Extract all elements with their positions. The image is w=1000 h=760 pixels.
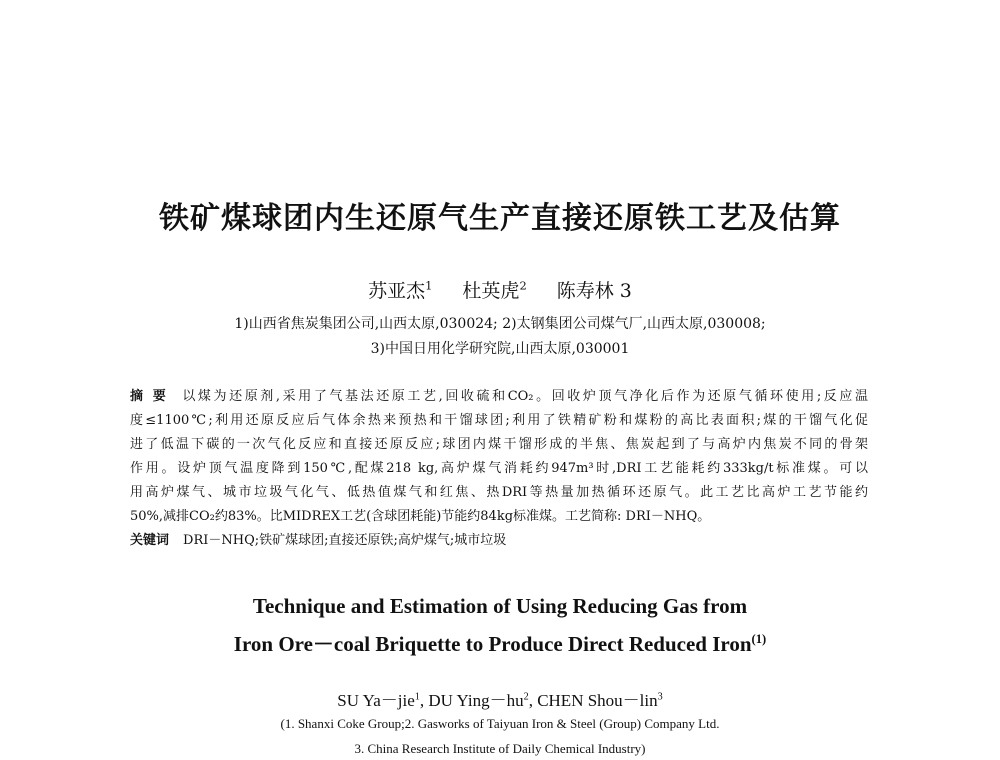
author-sup: 1: [425, 278, 433, 293]
author-name: CHEN Shou－lin: [537, 691, 658, 710]
paper-title: 铁矿煤球团内生还原气生产直接还原铁工艺及估算: [159, 201, 841, 236]
english-title-text: Iron Ore－coal Briquette to Produce Direct Reduced Iron: [233, 632, 752, 656]
abstract-label: 摘 要: [130, 389, 169, 404]
abstract-line: 50%,减排CO₂约83%。比MIDREX工艺(含球团耗能)节能约84kg标准煤。工艺简称: DRI－NHQ。: [130, 509, 711, 524]
author-sup: 2: [523, 691, 529, 703]
abstract-line: [130, 387, 868, 407]
author: [368, 280, 432, 302]
author-name: DU Ying－hu: [428, 691, 524, 710]
author-sup: 3: [657, 691, 663, 703]
english-author-list: SU Ya－jie$^1$, DU $Ying-hu^2$, CHEN Shou－lin$^3$: [337, 691, 663, 710]
abstract-line: 作用。设炉顶气温度降到150℃,配煤218 kg,高炉煤气消耗约947m³时,DRI工艺能耗约333kg/t标准煤。可以: [130, 461, 868, 476]
author-list: [0, 276, 1000, 303]
keywords-text: DRI－NHQ;铁矿煤球团;直接还原铁;高炉煤气;城市垃圾: [183, 533, 507, 548]
english-title-line: Technique and Estimation of Using Reducing Gas from: [252, 594, 748, 618]
author-sup: 1: [414, 691, 420, 703]
english-affiliation-line: 3. China Research Institute of Daily Chemical Industry): [354, 741, 646, 756]
author-name: 杜英虎: [462, 280, 520, 302]
author-sup: 2: [519, 278, 527, 293]
affiliation-line: 1)山西省焦炭集团公司,山西太原,030024; 2)太钢集团公司煤气厂,山西太原,030008;: [234, 316, 766, 332]
title-footnote-mark: (1): [751, 632, 767, 646]
author: [557, 280, 632, 302]
abstract-line: 用高炉煤气、城市垃圾气化气、低热值煤气和红焦、热DRI等热量加热循环还原气。此工艺比高炉工艺节能约: [130, 485, 868, 500]
keywords-label: 关键词: [130, 533, 170, 548]
keywords-line: [130, 531, 868, 551]
author-name: SU Ya－jie: [337, 691, 415, 710]
author: [462, 280, 526, 302]
english-affiliation-line: (1. Shanxi Coke Group;2. Gasworks of Taiyuan Iron & Steel (Group) Company Ltd.: [280, 716, 720, 731]
english-title-line: [0, 628, 1000, 658]
abstract-line: 度≤1100℃;利用还原反应后气体余热来预热和干馏球团;利用了铁精矿粉和煤粉的高比表面积;煤的干馏气化促: [130, 413, 868, 428]
author-name: 陈寿林 3: [556, 280, 632, 302]
abstract-line: 进了低温下碳的一次气化反应和直接还原反应;球团内煤干馏形成的半焦、焦炭起到了与高炉内焦炭不同的骨架: [130, 437, 868, 452]
author-name: 苏亚杰: [368, 280, 426, 302]
affiliation-line: 3)中国日用化学研究院,山西太原,030001: [370, 341, 630, 357]
abstract-text: 以煤为还原剂,采用了气基法还原工艺,回收硫和CO₂。回收炉顶气净化后作为还原气循环使用;反应温: [182, 389, 868, 404]
